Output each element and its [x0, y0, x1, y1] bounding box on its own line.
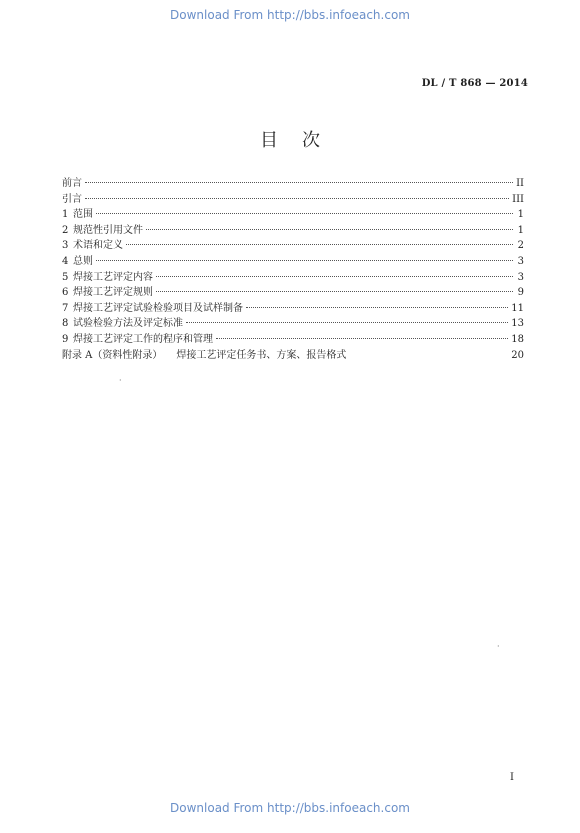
- toc-entry-label: 引言: [62, 193, 82, 205]
- toc-entry-8[interactable]: [62, 316, 524, 332]
- toc-entry-page: 20: [511, 349, 524, 361]
- toc-entry-2[interactable]: [62, 223, 524, 239]
- toc-entry-label: 焊接工艺评定任务书、方案、报告格式: [176, 349, 347, 361]
- toc-entry-5[interactable]: [62, 270, 524, 286]
- toc-leader-dots: [246, 307, 508, 308]
- scan-speck: ·: [497, 642, 500, 651]
- toc-entry-page: 11: [511, 302, 524, 314]
- toc-entry-1[interactable]: [62, 207, 524, 223]
- toc-entry-label: 焊接工艺评定内容: [73, 271, 153, 283]
- toc-entry-label: 前言: [62, 178, 82, 189]
- toc-entry-number: 7: [62, 302, 69, 314]
- toc-entry-foreword[interactable]: [62, 176, 524, 192]
- toc-entry-page: 2: [517, 240, 524, 252]
- toc-entry-4[interactable]: [62, 254, 524, 270]
- toc-entry-page: 1: [517, 224, 524, 236]
- toc-entry-number: 4: [62, 255, 69, 267]
- toc-leader-dots: [85, 182, 513, 183]
- toc-entry-label: 总则: [73, 255, 93, 267]
- toc-entry-number: 3: [62, 240, 69, 252]
- toc-entry-6[interactable]: [62, 285, 524, 301]
- toc-entry-number: 8: [62, 318, 69, 330]
- toc-entry-7[interactable]: [62, 301, 524, 317]
- toc-title: 目次: [260, 130, 344, 151]
- toc-entry-page: 1: [517, 209, 524, 221]
- toc-entry-appendix-a[interactable]: [62, 348, 524, 364]
- toc-leader-dots: [96, 260, 513, 261]
- toc-appendix-prefix: 附录 A（资料性附录）: [62, 349, 163, 361]
- toc-entry-number: 9: [62, 333, 69, 345]
- toc-entry-label: 焊接工艺评定工作的程序和管理: [73, 333, 213, 345]
- toc-leader-dots: [156, 291, 513, 292]
- scan-speck: ·: [119, 376, 122, 385]
- watermark-top: Download From http://bbs.infoeach.com: [170, 8, 410, 22]
- toc-entry-label: 规范性引用文件: [73, 224, 143, 236]
- toc-leader-dots: [156, 276, 513, 277]
- standard-code: DL / T 868 — 2014: [421, 78, 528, 89]
- toc-entry-page: 3: [517, 255, 524, 267]
- toc-entry-page: III: [512, 193, 524, 205]
- toc-entry-number: 2: [62, 224, 69, 236]
- toc-leader-dots: [216, 338, 508, 339]
- toc-entry-3[interactable]: [62, 238, 524, 254]
- toc-entry-page: II: [516, 178, 524, 189]
- toc-entry-introduction[interactable]: [62, 192, 524, 208]
- toc-leader-dots: [96, 213, 513, 214]
- toc-entry-page: 18: [511, 333, 524, 345]
- toc-leader-dots: [146, 229, 513, 230]
- toc-entry-label: 焊接工艺评定试验检验项目及试样制备: [73, 302, 243, 314]
- toc-entry-number: 5: [62, 271, 69, 283]
- toc-leader-dots: [85, 198, 509, 199]
- toc-leader-dots: [126, 244, 513, 245]
- watermark-bottom: Download From http://bbs.infoeach.com: [170, 801, 410, 815]
- toc-entry-label: 试验检验方法及评定标准: [73, 318, 183, 330]
- table-of-contents: [62, 176, 524, 363]
- toc-entry-page: 3: [517, 271, 524, 283]
- toc-entry-page: 13: [511, 318, 524, 330]
- toc-entry-9[interactable]: [62, 332, 524, 348]
- toc-entry-label: 术语和定义: [73, 240, 123, 252]
- toc-entry-number: 6: [62, 287, 69, 299]
- toc-entry-page: 9: [517, 287, 524, 299]
- toc-entry-label: 范围: [73, 209, 93, 221]
- toc-entry-number: 1: [62, 209, 69, 221]
- toc-leader-dots: [186, 322, 508, 323]
- toc-entry-label: 焊接工艺评定规则: [73, 287, 153, 299]
- page-number: I: [510, 772, 514, 783]
